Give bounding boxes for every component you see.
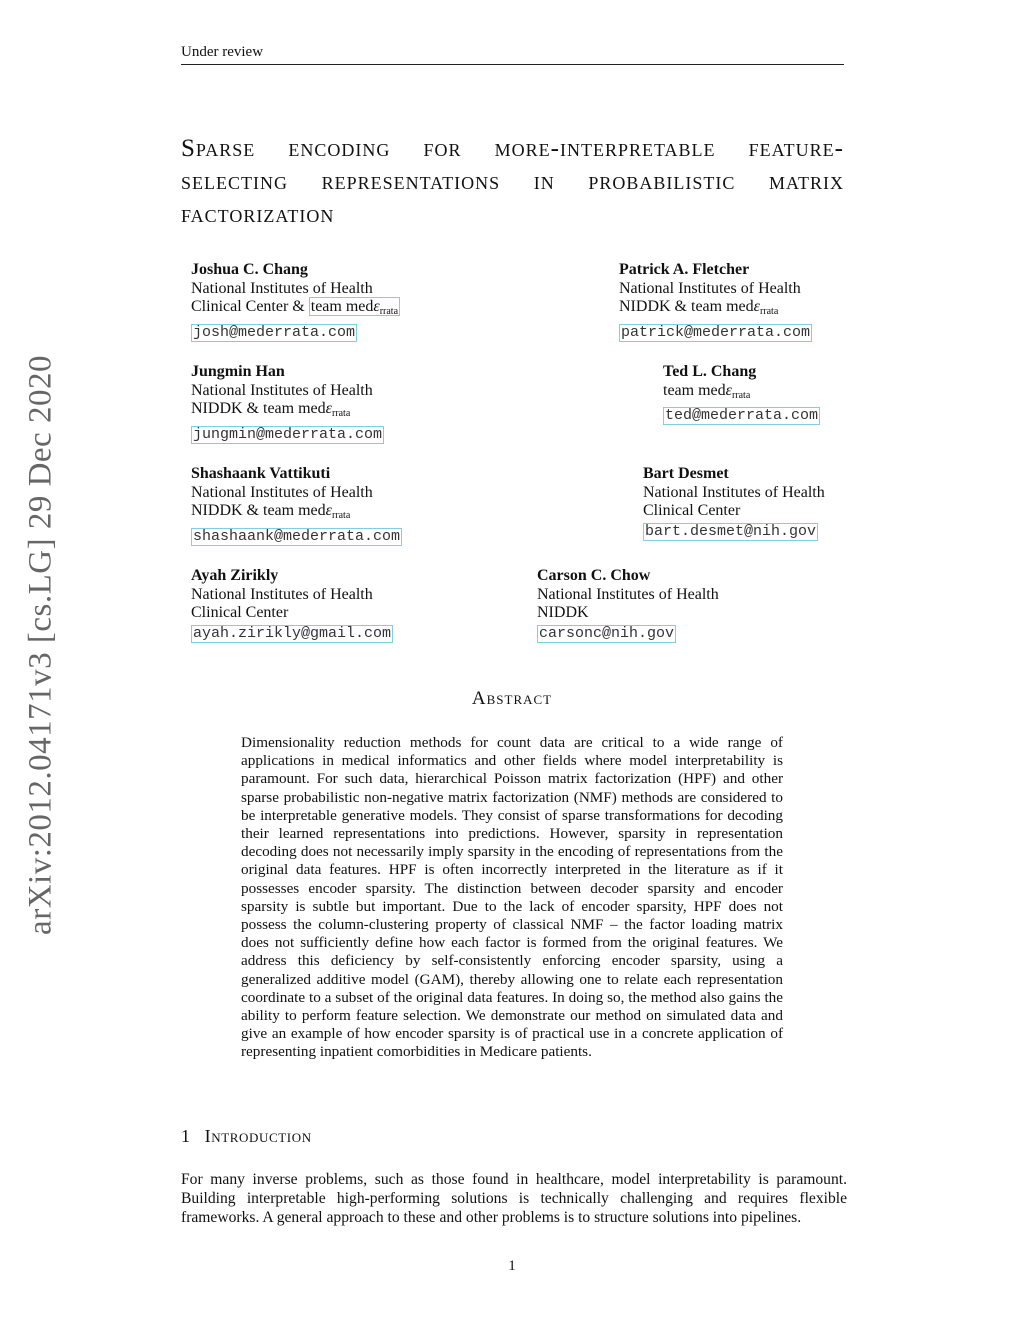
paper-title: Sparse encoding for more-interpretable feature-selecting representations in probabilistic matrix factorization xyxy=(181,135,844,228)
author-email-link[interactable]: carsonc@nih.gov xyxy=(539,624,675,642)
abstract-heading: Abstract xyxy=(471,688,553,709)
running-header: Under review xyxy=(181,44,844,65)
author-email-link[interactable]: ayah.zirikly@gmail.com xyxy=(193,624,392,642)
arxiv-sidebar xyxy=(18,350,64,940)
author-name: Patrick A. Fletcher xyxy=(619,261,750,278)
author-name: Ted L. Chang xyxy=(663,363,757,380)
introduction-body: For many inverse problems, such as those found in healthcare, model interpretability is paramount. Building interpretable high-performing solutions is technically challenging and requires flexible frameworks. A general approach to these and other problems is to structure solutions into pipelines. xyxy=(181,1171,847,1226)
author-email-link[interactable]: jungmin@mederrata.com xyxy=(193,425,383,443)
page-number: 1 xyxy=(508,1258,516,1274)
author-block xyxy=(191,567,393,643)
author-affiliation: team medε$_{rrata}$ xyxy=(663,381,751,401)
abstract-body: Dimensionality reduction methods for count data are critical to a wide range of applications in medical informatics and other fields where model interpretability is paramount. For such data, hierarchical Poisson matrix factorization (HPF) and other sparse probabilistic non-negative matrix factorization (NMF) methods are considered to be interpretable generative models. They consist of sparse transformations for decoding their learned representations into predictions. However, sparsity in representation decoding does not necessarily imply sparsity in the encoding of representations from the original data features. HPF is often incorrectly interpreted in the literature as if it possesses encoder sparsity. The distinction between decoder sparsity and encoder sparsity is subtle but important. Due to the lack of encoder sparsity, HPF does not possess the column-clustering property of classical NMF – the factor loading matrix does not sufficiently define how each factor is formed from the original features. We address this deficiency by self-consistently enforcing encoder sparsity, using a generalized additive model (GAM), thereby allowing one to relate each representation coordinate to a subset of the original data features. In doing so, the method also gains the ability to perform feature selection. We demonstrate our method on simulated data and give an example of how encoder sparsity is of practical use in a concrete application of representing inpatient comorbidities in Medicare patients. xyxy=(241,734,783,1061)
author-affiliation: National Institutes of Health xyxy=(643,483,825,501)
section-title: Introduction xyxy=(204,1126,312,1146)
author-email-link[interactable]: ted@mederrata.com xyxy=(665,407,819,424)
author-affiliation: National Institutes of Health xyxy=(537,585,719,603)
arxiv-id: arXiv:2012.04171v3 [cs.LG] 29 Dec 2020 xyxy=(22,355,59,935)
section-number: 1 xyxy=(181,1126,191,1146)
author-email-link[interactable]: patrick@mederrata.com xyxy=(621,323,811,341)
author-block xyxy=(619,261,812,342)
author-affiliation: NIDDK & team medε$_{rrata}$ xyxy=(191,502,351,521)
author-affiliation: NIDDK & team medε$_{rrata}$ xyxy=(191,400,351,419)
author-affiliation: National Institutes of Health xyxy=(191,381,373,399)
author-email-link[interactable]: shashaank@mederrata.com xyxy=(193,527,401,545)
author-affiliation: Clinical Center & team medε$_{rrata}$ xyxy=(191,298,399,317)
author-name: Ayah Zirikly xyxy=(191,567,279,584)
author-name: Shashaank Vattikuti xyxy=(191,465,331,482)
author-affiliation: National Institutes of Health xyxy=(191,585,373,603)
author-block xyxy=(643,465,825,541)
author-affiliation: National Institutes of Health xyxy=(191,483,373,501)
author-affiliation: NIDDK & team medε$_{rrata}$ xyxy=(619,298,779,317)
author-name: Carson C. Chow xyxy=(537,567,651,584)
author-block xyxy=(191,465,402,546)
section-heading xyxy=(181,1126,312,1147)
author-affiliation: NIDDK xyxy=(537,604,589,621)
author-email-link[interactable]: bart.desmet@nih.gov xyxy=(645,522,817,540)
author-block xyxy=(537,567,719,643)
author-name: Jungmin Han xyxy=(191,363,285,380)
author-affiliation: National Institutes of Health xyxy=(619,279,801,297)
author-name: Bart Desmet xyxy=(643,465,729,482)
author-affiliation: National Institutes of Health xyxy=(191,279,373,297)
author-affiliation: Clinical Center xyxy=(643,502,741,519)
author-name: Joshua C. Chang xyxy=(191,261,308,278)
author-email-link[interactable]: josh@mederrata.com xyxy=(193,323,356,341)
author-affiliation: Clinical Center xyxy=(191,604,289,621)
author-block xyxy=(191,261,400,342)
author-block xyxy=(663,363,820,425)
team-link[interactable]: team medε$_{rrata}$ xyxy=(310,298,399,317)
author-block xyxy=(191,363,384,444)
